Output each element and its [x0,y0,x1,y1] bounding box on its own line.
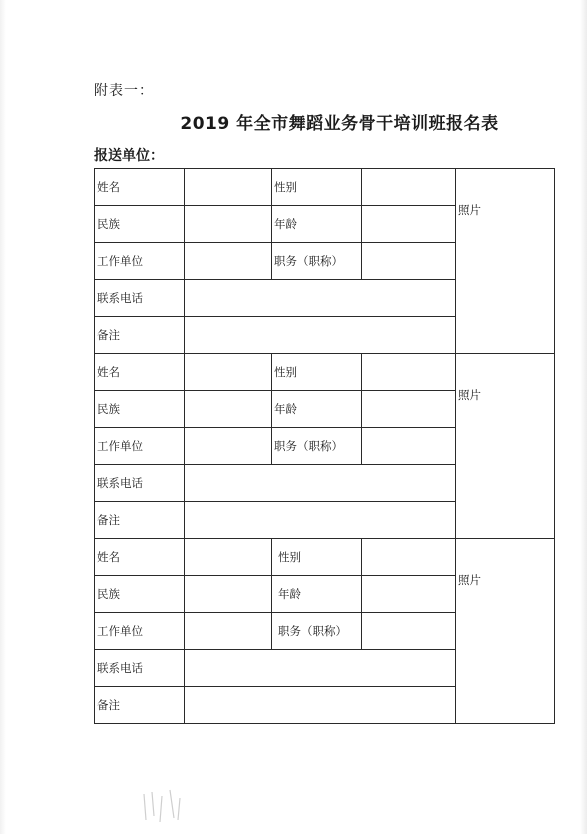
submit-unit-label: 报送单位： [94,148,164,164]
photo-cell[interactable]: 照片 [456,539,555,724]
gender-label: 性别 [272,354,362,391]
workplace-label: 工作单位 [95,243,185,280]
phone-field[interactable] [185,280,456,317]
age-field[interactable] [362,576,456,613]
page-title [0,109,587,134]
form-row-name [95,539,555,576]
gender-label: 性别 [272,539,362,576]
phone-label: 联系电话 [95,465,185,502]
position-label: 职务（职称） [272,428,362,465]
phone-label: 联系电话 [95,650,185,687]
name-field[interactable] [185,354,272,391]
ethnicity-label: 民族 [95,206,185,243]
gender-label: 性别 [272,169,362,206]
appendix-label: 附表一： [94,83,154,99]
position-label: 职务（职称） [272,613,362,650]
age-field[interactable] [362,391,456,428]
workplace-label: 工作单位 [95,613,185,650]
ethnicity-label: 民族 [95,391,185,428]
name-field[interactable] [185,169,272,206]
position-label: 职务（职称） [272,243,362,280]
phone-label: 联系电话 [95,280,185,317]
name-field[interactable] [185,539,272,576]
ethnicity-field[interactable] [185,206,272,243]
remarks-label: 备注 [95,317,185,354]
ethnicity-field[interactable] [185,391,272,428]
name-label: 姓名 [95,539,185,576]
position-field[interactable] [362,428,456,465]
age-label: 年龄 [272,206,362,243]
workplace-field[interactable] [185,243,272,280]
workplace-field[interactable] [185,613,272,650]
remarks-field[interactable] [185,687,456,724]
ethnicity-label: 民族 [95,576,185,613]
name-label: 姓名 [95,354,185,391]
photo-cell[interactable]: 照片 [456,354,555,539]
page-title-text: 2019 年全市舞蹈业务骨干培训班报名表 [180,114,499,134]
age-label: 年龄 [272,391,362,428]
workplace-label: 工作单位 [95,428,185,465]
gender-field[interactable] [362,354,456,391]
form-row-name [95,354,555,391]
phone-field[interactable] [185,650,456,687]
phone-field[interactable] [185,465,456,502]
position-field[interactable] [362,613,456,650]
ethnicity-field[interactable] [185,576,272,613]
name-label: 姓名 [95,169,185,206]
age-label: 年龄 [272,576,362,613]
position-field[interactable] [362,243,456,280]
remarks-label: 备注 [95,687,185,724]
remarks-field[interactable] [185,502,456,539]
photo-cell[interactable]: 照片 [456,169,555,354]
remarks-field[interactable] [185,317,456,354]
faint-handwriting-mark [140,786,200,826]
workplace-field[interactable] [185,428,272,465]
age-field[interactable] [362,206,456,243]
gender-field[interactable] [362,539,456,576]
form-row-name [95,169,555,206]
registration-form-table [94,168,555,724]
remarks-label: 备注 [95,502,185,539]
gender-field[interactable] [362,169,456,206]
